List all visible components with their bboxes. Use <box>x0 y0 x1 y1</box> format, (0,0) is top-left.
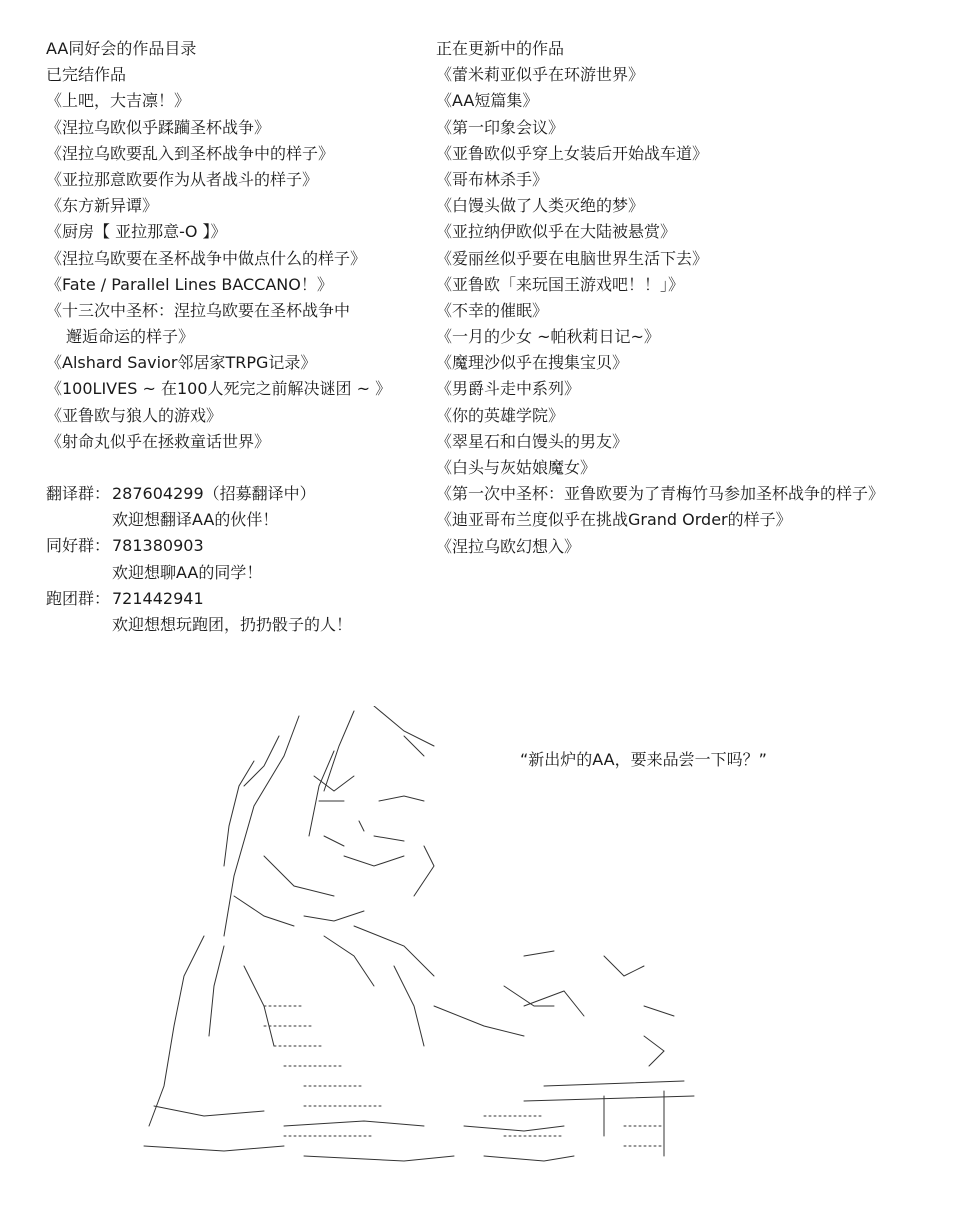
work-item: 《白馒头做了人类灭绝的梦》 <box>436 196 645 216</box>
work-item: 《涅拉乌欧似乎蹂躏圣杯战争》 <box>46 117 271 137</box>
work-item: 《AA短篇集》 <box>436 91 539 111</box>
group-note: 欢迎想翻译AA的伙伴！ <box>112 510 279 530</box>
work-item: 《十三次中圣杯：涅拉乌欧要在圣杯战争中 <box>46 300 351 320</box>
completed-heading: 已完结作品 <box>46 65 127 85</box>
invitation-quote: “新出炉的AA，要来品尝一下吗？” <box>520 750 767 769</box>
work-item: 《东方新异谭》 <box>46 196 159 216</box>
work-item: 《白头与灰姑娘魔女》 <box>436 458 597 477</box>
work-item: 《第一印象会议》 <box>436 117 565 137</box>
group-label: 跑团群： <box>46 588 111 608</box>
work-item: 《哥布林杀手》 <box>436 169 549 189</box>
work-item: 《不幸的催眠》 <box>436 300 549 320</box>
work-item: 《亚鲁欧似乎穿上女装后开始战车道》 <box>436 143 709 163</box>
work-item: 《亚拉那意欧要作为从者战斗的样子》 <box>46 169 319 189</box>
ascii-art-character-illustration <box>104 706 704 1176</box>
group-number: 287604299（招募翻译中） <box>112 484 316 503</box>
work-item-continued: 邂逅命运的样子》 <box>66 327 195 347</box>
work-item: 《亚鲁欧「来玩国王游戏吧！！」》 <box>436 274 685 294</box>
trpg-group-row <box>46 586 426 612</box>
work-item: 《男爵斗走中系列》 <box>436 379 581 399</box>
work-item: 《厨房【 亚拉那意-O 】》 <box>46 222 227 242</box>
work-item: 《Fate / Parallel Lines BACCANO！》 <box>46 274 333 294</box>
work-item: 《蕾米莉亚似乎在环游世界》 <box>436 65 645 85</box>
group-note: 欢迎想想玩跑团，扔扔骰子的人！ <box>112 614 353 634</box>
ongoing-column <box>436 36 956 560</box>
work-item: 《上吧，大吉凛！》 <box>46 91 191 111</box>
group-number: 721442941 <box>112 588 204 608</box>
group-note: 欢迎想聊AA的同学！ <box>112 562 263 582</box>
work-item: 《涅拉乌欧要乱入到圣杯战争中的样子》 <box>46 143 335 163</box>
group-label: 翻译群： <box>46 484 111 503</box>
group-label: 同好群： <box>46 536 111 556</box>
work-item: 《Alshard Savior邻居家TRPG记录》 <box>46 353 317 373</box>
work-item: 《一月的少女 ~帕秋莉日记~》 <box>436 327 660 347</box>
work-item: 《爱丽丝似乎要在电脑世界生活下去》 <box>436 248 709 268</box>
translation-group-row <box>46 481 426 507</box>
work-item: 《射命丸似乎在拯救童话世界》 <box>46 431 271 451</box>
completed-column <box>46 36 426 638</box>
work-item: 《涅拉乌欧要在圣杯战争中做点什么的样子》 <box>46 248 367 268</box>
work-item: 《涅拉乌欧幻想入》 <box>436 536 581 556</box>
work-item: 《迪亚哥布兰度似乎在挑战Grand Order的样子》 <box>436 510 792 530</box>
work-item: 《翠星石和白馒头的男友》 <box>436 431 629 451</box>
catalog-heading: AA同好会的作品目录 <box>46 39 197 58</box>
group-number: 781380903 <box>112 536 204 556</box>
spacer <box>46 455 426 481</box>
work-item: 《魔理沙似乎在搜集宝贝》 <box>436 353 629 373</box>
work-item: 《第一次中圣杯：亚鲁欧要为了青梅竹马参加圣杯战争的样子》 <box>436 484 885 504</box>
work-item: 《100LIVES ~ 在100人死完之前解决谜团 ~ 》 <box>46 379 392 399</box>
work-item: 《亚鲁欧与狼人的游戏》 <box>46 405 223 425</box>
fan-group-row <box>46 533 426 559</box>
work-item: 《亚拉纳伊欧似乎在大陆被悬赏》 <box>436 222 677 242</box>
work-item: 《你的英雄学院》 <box>436 405 565 425</box>
ongoing-heading: 正在更新中的作品 <box>436 39 565 58</box>
